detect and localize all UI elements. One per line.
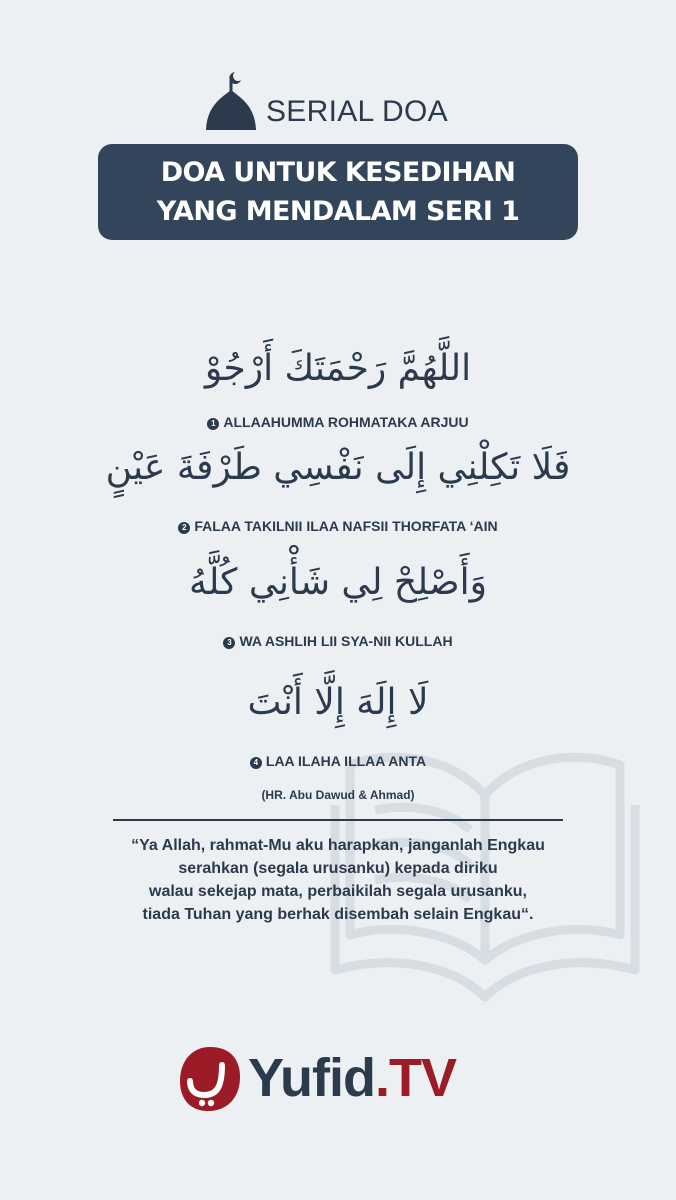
mosque-dome-crescent-icon <box>203 68 259 132</box>
translit-line-1 <box>0 414 676 430</box>
yufid-logo-icon <box>178 1045 242 1113</box>
translation-line: “Ya Allah, rahmat-Mu aku harapkan, janganlah Engkau <box>131 837 545 854</box>
translit-line-3 <box>0 633 676 649</box>
translation-line: tiada Tuhan yang berhak disembah selain Engkau“. <box>142 906 534 923</box>
serial-title: SERIAL DOA <box>266 95 448 128</box>
translit-text-4: LAA ILAHA ILLAA ANTA <box>265 753 427 769</box>
number-badge-2: 2 <box>178 522 190 534</box>
hadith-source: (HR. Abu Dawud & Ahmad) <box>261 788 415 802</box>
title-line-2: YANG MENDALAM SERI 1 <box>156 196 520 227</box>
arabic-line-2: فَلَا تَكِلْنِي إِلَى نَفْسِي طَرْفَةَ عَيْنٍ <box>105 447 571 488</box>
number-badge-3: 3 <box>223 637 235 649</box>
logo-wordmark <box>248 1047 456 1109</box>
translit-text-2: FALAA TAKILNII ILAA NAFSII THORFATA ‘AIN <box>194 518 498 534</box>
number-badge-1: 1 <box>207 418 219 430</box>
translation-block <box>0 834 676 926</box>
logo-suffix: .TV <box>375 1048 457 1108</box>
translit-line-2 <box>0 518 676 534</box>
number-badge-4: 4 <box>250 757 262 769</box>
translation-line: serahkan (segala urusanku) kepada diriku <box>178 860 498 877</box>
yufid-tv-logo <box>178 1045 508 1117</box>
arabic-line-4: لَا إِلَهَ إِلَّا أَنْتَ <box>247 682 429 723</box>
title-line-1: DOA UNTUK KESEDIHAN <box>160 157 516 188</box>
translit-text-3: WA ASHLIH LII SYA-NII KULLAH <box>239 633 453 649</box>
arabic-line-3: وَأَصْلِحْ لِي شَأْنِي كُلَّهُ <box>189 562 487 603</box>
translit-line-4 <box>0 753 676 769</box>
translit-text-1: ALLAAHUMMA ROHMATAKA ARJUU <box>223 414 469 430</box>
arabic-line-1: اللَّهُمَّ رَحْمَتَكَ أَرْجُوْ <box>204 348 472 389</box>
header <box>0 68 676 132</box>
translation-line: walau sekejap mata, perbaikilah segala urusanku, <box>149 883 527 900</box>
title-banner <box>98 144 578 240</box>
logo-name: Yufid <box>248 1048 375 1108</box>
divider <box>113 819 563 821</box>
